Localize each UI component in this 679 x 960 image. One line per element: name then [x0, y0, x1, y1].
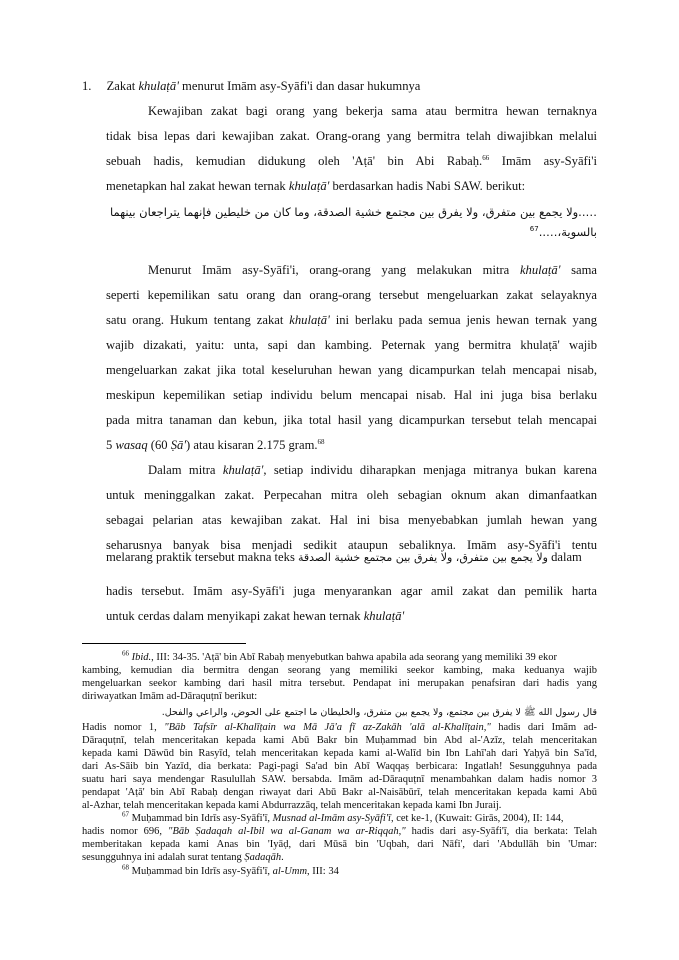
para2-line2: seperti kepemilikan satu orang dan orang-orang tersebut mengeluarkan zakat selayaknya: [106, 288, 597, 302]
footnote-66-line4: diriwayatkan Imām ad-Dāraquṭnī berikut:: [82, 691, 258, 702]
footnote-66-line7: Dāraquṭnī, telah menceritakan kepada kami Abū Bakr bin Muḥammad bin Abd al-'Azīz, telah menceritakan: [82, 735, 597, 746]
para3-line1: Dalam mitra khulaṭā', setiap individu diharapkan menjaga mitranya bukan karena: [148, 463, 597, 477]
para3-line5: melarang praktik tersebut makna teks ولا يجمع بين متفرق، ولا يفرق بين مجتمع خشية الصدقة dalam: [106, 550, 582, 564]
footnote-66-arabic: قال رسول الله ﷺ لا يفرق بين مجتمع، ولا يجمع بين متفرق، والخليطان ما اجتمع على الحوض، والراعي والفحل.: [161, 707, 597, 718]
para1-line4: menetapkan hal zakat hewan ternak khulaṭā' berdasarkan hadis Nabi SAW. berikut:: [106, 179, 526, 193]
footnote-67-line3: memberitakan kepada kami Anas bin 'Iyāḍ, dari Mūsā bin 'Uqbah, dari Nāfi', dari 'Abdullāh bin 'Umar:: [82, 839, 597, 850]
footnote-66-line11: pendapat 'Aṭā' bin Abī Rabaḥ dengan riwayat dari Abū Bakr al-Naisābūrī, telah menceritakan kepada kami Abū: [82, 787, 597, 798]
heading-number: 1.: [82, 79, 92, 93]
hadith-arabic-line2: بالسوية،…..$^{67}$: [529, 225, 597, 239]
para2-line4: wajib dizakati, yaitu: unta, sapi dan kambing. Peternak yang bermitra khulaṭā' wajib: [106, 338, 597, 352]
footnote-67-line2: hadis nomor 696, "Bāb Ṣadaqah al-Ibil wa al-Ganam wa ar-Riqqah," hadis dari asy-Syāfi'ī, dia berkata: Telah: [82, 826, 597, 837]
para1-line3: sebuah hadis, kemudian didukung oleh 'Aṭā' bin Abi Rabaḥ.$^{66}$ Imām asy-Syāfi'i: [106, 153, 597, 168]
para2-line8: 5 wasaq (60 Ṣā') atau kisaran 2.175 gram.$^{68}$: [106, 437, 325, 452]
footnote-66-line12: al-Azhar, telah menceritakan kepada kami Abdurrazzāq, telah menceritakan kepada kami Ibn Juraij.: [82, 800, 502, 811]
footnote-separator: [82, 643, 246, 644]
heading-term: khulaṭā': [138, 79, 179, 93]
para2-line5: mengeluarkan zakat jika total keseluruhan hewan yang dicampurkan telah mencapai nisab,: [106, 363, 597, 377]
footnote-ref-67: 67: [529, 225, 539, 234]
footnote-66-line6: Hadis nomor 1, "Bāb Tafsīr al-Khalīṭain wa Mā Jā'a fī az-Zakāh 'alā al-Khalīṭain," hadis dari Imām ad-: [82, 722, 598, 733]
footnote-66-line9: dari As-Sāib bin Yazīd, dia berkata: Pagi-pagi Sa'ad bin Abī Waqqaṣ berbicara: Ingatlah! Sesungguhnya pada: [82, 761, 597, 772]
footnote-ref-66: 66: [482, 153, 490, 162]
para3-line3: sebagai pelarian atas kewajiban zakat. Hal ini bisa menyebabkan jumlah hewan yang: [106, 513, 597, 527]
footnote-68-number: 68: [122, 863, 129, 872]
footnote-67-line4: sesungguhnya ini adalah surat tentang Ṣadaqāh.: [82, 852, 284, 863]
footnote-66-number: 66: [122, 649, 129, 658]
para2-line6: meskipun kepemilikan setiap individu belum mencapai nisab. Hal ini juga bisa berlaku: [106, 388, 597, 402]
para2-line1: Menurut Imām asy-Syāfi'i, orang-orang yang melakukan mitra khulaṭā' sama: [148, 263, 597, 277]
hadith-arabic-line1: …..ولا يجمع بين متفرق، ولا يفرق بين مجتمع خشية الصدقة، وما كان من خليطين فإنهما يتراجعان بينهما: [109, 205, 597, 219]
section-heading: 1. Zakat khulaṭā' menurut Imām asy-Syāfi'i dan dasar hukumnya: [82, 79, 421, 93]
footnote-66-line3: mengeluarkan seekor kambing dari hasil mitra tersebut. Pendapat ini merupakan penafsiran dari hadis yang: [82, 678, 597, 689]
footnote-68-line1: $^{68}$ Muḥammad bin Idrīs asy-Syāfi'ī, al-Umm, III: 34: [122, 863, 339, 877]
footnote-66-line8: kepada kami Dāwūd bin Rasyīd, telah menceritakan kepada kami al-Walīd bin Ibn Lahī'ah dari Yaḥyā bin Sa'īd,: [82, 748, 597, 759]
footnote-ref-68: 68: [317, 437, 325, 446]
footnote-66-line2: kambing, kemudian dia bermitra dengan seorang yang memiliki seekor kambing, maka keduanya wajib: [82, 665, 597, 676]
para2-line3: satu orang. Hukum tentang zakat khulaṭā' ini berlaku pada semua jenis hewan ternak yang: [106, 313, 597, 327]
para2-line7: pada mitra tanaman dan kebun, jika total hasil yang dicampurkan tersebut telah mencapai: [106, 413, 597, 427]
para3-line7: untuk cerdas dalam menyikapi zakat hewan ternak khulaṭā': [106, 609, 405, 623]
footnote-67-line1: $^{67}$ Muḥammad bin Idrīs asy-Syāfi'ī, Musnad al-Imām asy-Syāfi'ī, cet ke-1, (Kuwait: Girās, 2004), II: 144,: [122, 810, 564, 824]
footnote-66-line1: $^{66}$ Ibid., III: 34-35. 'Aṭā' bin Abī Rabaḥ menyebutkan bahwa apabila ada seorang yang memiliki 39 ekor: [122, 649, 558, 663]
para3-line6: hadis tersebut. Imām asy-Syāfi'i juga menyarankan agar amil zakat dan pemilik harta: [106, 584, 597, 598]
para1-line2: tidak bisa lepas dari kewajiban zakat. Orang-orang yang bermitra telah diwajibkan melalui: [106, 129, 597, 143]
footnote-67-number: 67: [122, 810, 129, 819]
para3-line4: seharusnya banyak bisa menjadi sedikit ataupun sebaliknya. Imām asy-Syāfi'i tentu: [106, 538, 597, 552]
para1-line1: Kewajiban zakat bagi orang yang bekerja sama atau bermitra hewan ternaknya: [148, 104, 597, 118]
para3-line2: untuk meninggalkan zakat. Perpecahan mitra oleh sebagian oknum akan dimanfaatkan: [106, 488, 597, 502]
footnote-66-line10: suatu hari saya mendengar Rasulullah SAW. bersabda. Imām ad-Dāraquṭnī menambahkan dalam hadis nomor 3: [82, 774, 597, 785]
inline-arabic-quote: ولا يجمع بين متفرق، ولا يفرق بين مجتمع خشية الصدقة: [298, 551, 548, 564]
